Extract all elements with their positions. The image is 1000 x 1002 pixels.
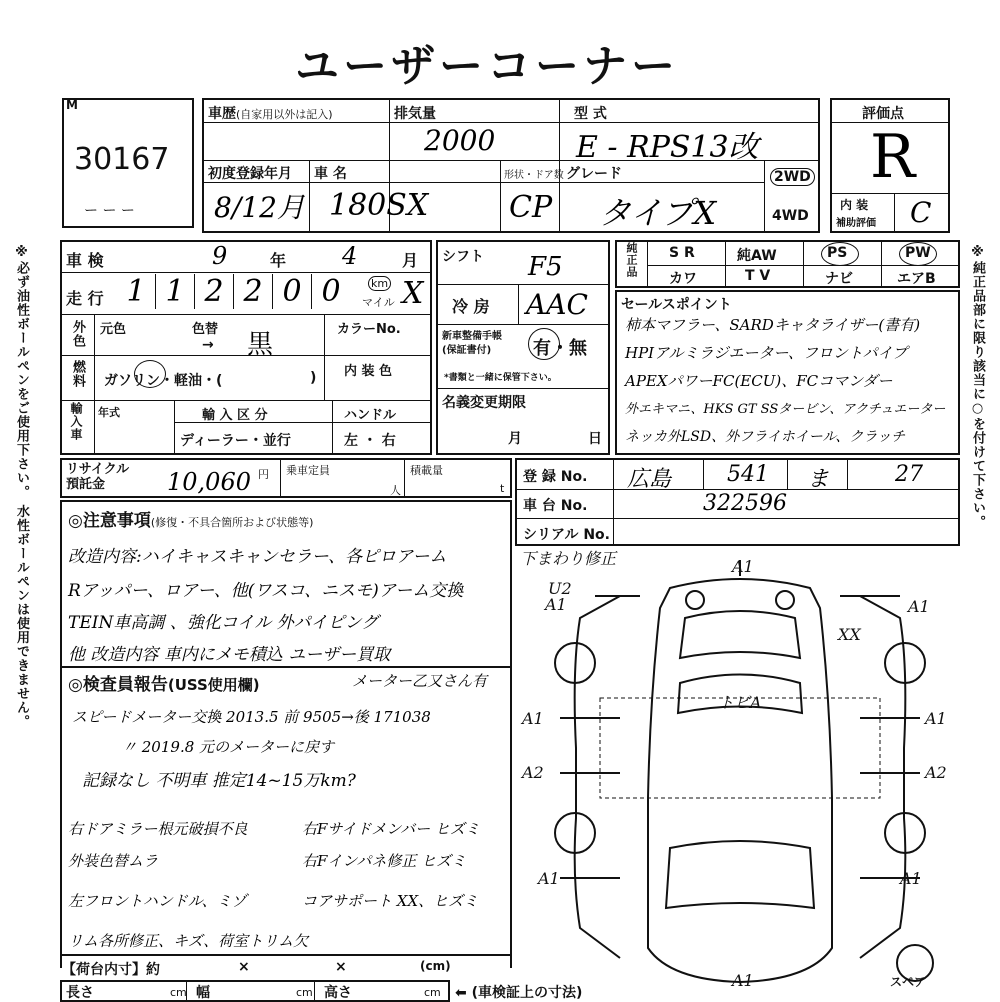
lot-box [62, 98, 194, 228]
ac-label: 冷 房 [452, 297, 490, 316]
shift-value: F5 [528, 252, 563, 282]
displacement-value: 2000 [424, 124, 496, 157]
dim-cm: cm [424, 986, 441, 999]
diagram-label: A2 [522, 763, 544, 782]
cargo-x2: × [335, 959, 347, 975]
equip-circle [821, 242, 859, 266]
dim-height: 高さ [324, 985, 352, 1001]
vehicle-info-block [60, 240, 432, 455]
mileage-digit: 0 [321, 274, 341, 309]
dims-row [60, 980, 450, 1002]
equip-item: S R [669, 245, 695, 261]
load-label: 積載量 [410, 464, 443, 477]
sales-point-line: APEXパワーFC(ECU)、FCコマンダー [625, 372, 893, 390]
reg-kana: ま [807, 467, 830, 492]
recycle-block [60, 458, 512, 498]
mileage-digit: 1 [117, 274, 156, 309]
sales-points-block [615, 290, 960, 455]
genuine-label: 純正品 [625, 242, 638, 278]
capacity-unit: 人 [390, 484, 401, 497]
diagram-label: A1 [538, 869, 560, 888]
diagram-label: A1 [732, 557, 754, 576]
inspector-line: 右ドアミラー根元破損不良 [68, 820, 248, 838]
equip-item: PW [905, 245, 931, 261]
interior-label: 内 装 [840, 198, 869, 212]
mileage-mark: X [402, 276, 424, 311]
diagram-spare-label: スペア [890, 975, 927, 988]
shape-label: 形状・ドア数 [504, 170, 564, 181]
capacity-label: 乗車定員 [286, 464, 330, 477]
dim-length: 長さ [66, 985, 94, 1001]
inspection-label: 車 検 [66, 251, 104, 270]
import-section-label: 輸入車 [69, 402, 83, 441]
dim-cm: cm [296, 986, 313, 999]
header-block [202, 98, 820, 233]
color-current: 黒 [247, 330, 274, 360]
sales-point-line: HPIアルミラジエーター、フロントパイプ [625, 344, 908, 362]
fuel-options: ガソリン・軽油・( [104, 373, 223, 389]
equip-item: カワ [669, 271, 697, 287]
manual-options: 有・無 [533, 338, 587, 359]
inspector-right-line: 右Fサイドメンバー ヒズミ [302, 820, 480, 838]
dims-note: ⬅ (車検証上の寸法) [455, 985, 583, 1001]
reg-num: 27 [895, 462, 923, 487]
diagram-label: A1 [545, 595, 567, 614]
import-category: ディーラー・並行 [180, 433, 291, 449]
first-reg-value: 8/12月 [214, 191, 305, 224]
equip-item: PS [827, 245, 848, 261]
inspector-right-line: 右Fインパネ修正 ヒズミ [302, 852, 467, 870]
inspector-line: 〃 2019.8 元のメーターに戻す [122, 738, 335, 756]
displacement-label: 排気量 [394, 106, 436, 122]
cargo-x1: × [238, 959, 250, 975]
drive-4wd: 4WD [772, 208, 809, 224]
car-diagram [520, 548, 960, 988]
interior-score: C [910, 196, 932, 229]
sales-point-line: 外エキマニ、HKS GT SSタービン、アクチュエーター [625, 402, 946, 417]
color-section-label: 外色 [70, 320, 85, 348]
chassis-value: 322596 [703, 491, 787, 516]
chassis-label: 車 台 No. [523, 498, 588, 514]
mileage-digit: 1 [156, 274, 195, 309]
inspector-title: ◎検査員報告(USS使用欄) [68, 675, 260, 695]
ac-value: AAC [526, 288, 588, 321]
inspector-line: スピードメーター交換 2013.5 前 9505→後 171038 [72, 708, 431, 726]
right-side-note: ※純正品部に限り該当に○を付けて下さい。 [970, 245, 985, 529]
manual-note: *書類と一緒に保管下さい。 [444, 373, 557, 383]
name-change-day: 日 [588, 431, 602, 447]
lot-corner-mark: M [66, 98, 78, 112]
mileage-unit-mile: マイル [362, 296, 395, 309]
sales-points-label: セールスポイント [621, 297, 732, 313]
equip-item: T V [745, 268, 771, 284]
reg-area: 広島 [627, 467, 672, 492]
import-year-label: 年式 [98, 406, 120, 419]
name-change-month: 月 [508, 431, 522, 447]
drive-2wd: 2WD [770, 168, 815, 186]
color-code-label: カラーNo. [337, 322, 401, 337]
mileage-digits [117, 274, 350, 309]
sales-point-line: 柿本マフラー、SARDキャタライザー(書有) [625, 316, 921, 334]
serial-label: シリアル No. [523, 527, 610, 543]
diagram-roof-label: トビA [718, 693, 762, 712]
load-unit: t [500, 482, 505, 495]
shift-block [436, 240, 610, 455]
registration-block [515, 458, 960, 546]
dim-width: 幅 [196, 985, 210, 1001]
notes-title: ◎注意事項(修復・不具合箇所および状態等) [68, 511, 314, 531]
color-arrow: → [202, 337, 214, 353]
shift-label: シフト [442, 249, 484, 265]
equip-item: ナビ [825, 271, 853, 287]
fuel-section-label: 燃料 [70, 360, 85, 388]
name-change-label: 名義変更期限 [442, 395, 526, 411]
diagram-label: A1 [522, 709, 544, 728]
import-handle-label: ハンドル [344, 408, 397, 423]
diagram-label: A1 [900, 869, 922, 888]
inspector-line: 左フロントハンドル、ミゾ [68, 892, 247, 910]
mileage-digit: 0 [273, 274, 312, 309]
equipment-block [615, 240, 960, 288]
lot-sub: ー ー ー [84, 203, 135, 219]
manual-label: 新車整備手帳 (保証書付) [442, 331, 502, 356]
car-name-value: 180SX [329, 188, 429, 223]
score-box [830, 98, 950, 233]
inspector-block [60, 668, 512, 968]
import-handle: 左 ・ 右 [344, 433, 396, 449]
inspector-right-line: コアサポート XX、ヒズミ [302, 892, 479, 910]
shape-value: CP [509, 190, 553, 225]
mileage-digit: 2 [195, 274, 234, 309]
fuel-circle [134, 360, 166, 388]
inspector-line: 記録なし 不明車 推定14~15万km? [82, 771, 356, 791]
equip-circle [899, 242, 937, 266]
notes-line: Rアッパー、ロアー、他(ワスコ、ニスモ)アーム交換 [68, 581, 464, 601]
cargo-row [60, 954, 512, 980]
equip-item: エアB [897, 271, 936, 287]
inspection-month: 4 [342, 242, 358, 270]
notes-line: 改造内容:ハイキャスキャンセラー、各ピロアーム [68, 547, 447, 567]
diagram-label: A2 [925, 763, 947, 782]
reg-label: 登 録 No. [523, 469, 588, 485]
mileage-label: 走 行 [66, 289, 104, 308]
diagram-top-note: 下まわり修正 [520, 549, 617, 568]
inspection-year-unit: 年 [270, 251, 287, 270]
inspection-year: 9 [212, 242, 228, 270]
notes-line: TEIN車高調 、強化コイル 外パイピング [68, 613, 379, 633]
cargo-unit: (cm) [420, 959, 451, 973]
notes-block [60, 500, 512, 668]
cargo-label: 【荷台内寸】約 [62, 962, 160, 978]
interior-sub: 補助評価 [836, 218, 876, 229]
import-category-label: 輸 入 区 分 [202, 408, 268, 423]
grade-value: タイプX [599, 194, 717, 232]
inspector-line: 外装色替ムラ [68, 852, 159, 870]
inspector-side: メーター乙又さん有 [352, 672, 488, 690]
interior-color-label: 内 装 色 [344, 364, 393, 379]
inspection-month-unit: 月 [402, 251, 419, 270]
mileage-unit-km: km [368, 276, 391, 291]
grade-label: グレード [566, 166, 622, 182]
color-original-label: 元色 [100, 322, 127, 337]
lot-number: 30167 [74, 142, 170, 177]
dim-cm: cm [170, 986, 187, 999]
car-name-label: 車 名 [314, 166, 347, 182]
score-value: R [870, 122, 916, 192]
recycle-value: 10,060 [167, 468, 251, 496]
score-label: 評価点 [862, 106, 904, 122]
diagram-label: U2 [548, 579, 572, 598]
history-label: 車歴(自家用以外は記入) [208, 106, 333, 122]
first-reg-label: 初度登録年月 [208, 166, 292, 182]
diagram-label: XX [838, 625, 861, 644]
diagram-label: A1 [732, 971, 754, 988]
fuel-close: ) [310, 370, 317, 386]
model-value: E - RPS13改 [576, 130, 759, 165]
equip-item: 純AW [737, 248, 777, 264]
mileage-digit: 2 [234, 274, 273, 309]
inspector-line: リム各所修正、キズ、荷室トリム欠 [68, 932, 309, 950]
notes-line: 他 改造内容 車内にメモ積込 ユーザー買取 [68, 645, 391, 665]
model-label: 型 式 [574, 106, 607, 122]
recycle-unit: 円 [258, 468, 269, 481]
page-title: ユーザーコーナー [295, 41, 679, 92]
color-change-label: 色替 [192, 322, 219, 337]
recycle-label: リサイクル 預託金 [66, 462, 130, 492]
diagram-label: A1 [925, 709, 947, 728]
sales-point-line: ネッカ外LSD、外フライホイール、クラッチ [625, 429, 906, 445]
left-side-note: ※必ず油性ボールペンをご使用下さい。 水性ボールペンは使用できません。 [14, 245, 29, 729]
reg-class: 541 [727, 462, 769, 487]
manual-circle [528, 328, 560, 360]
diagram-label: A1 [908, 597, 930, 616]
